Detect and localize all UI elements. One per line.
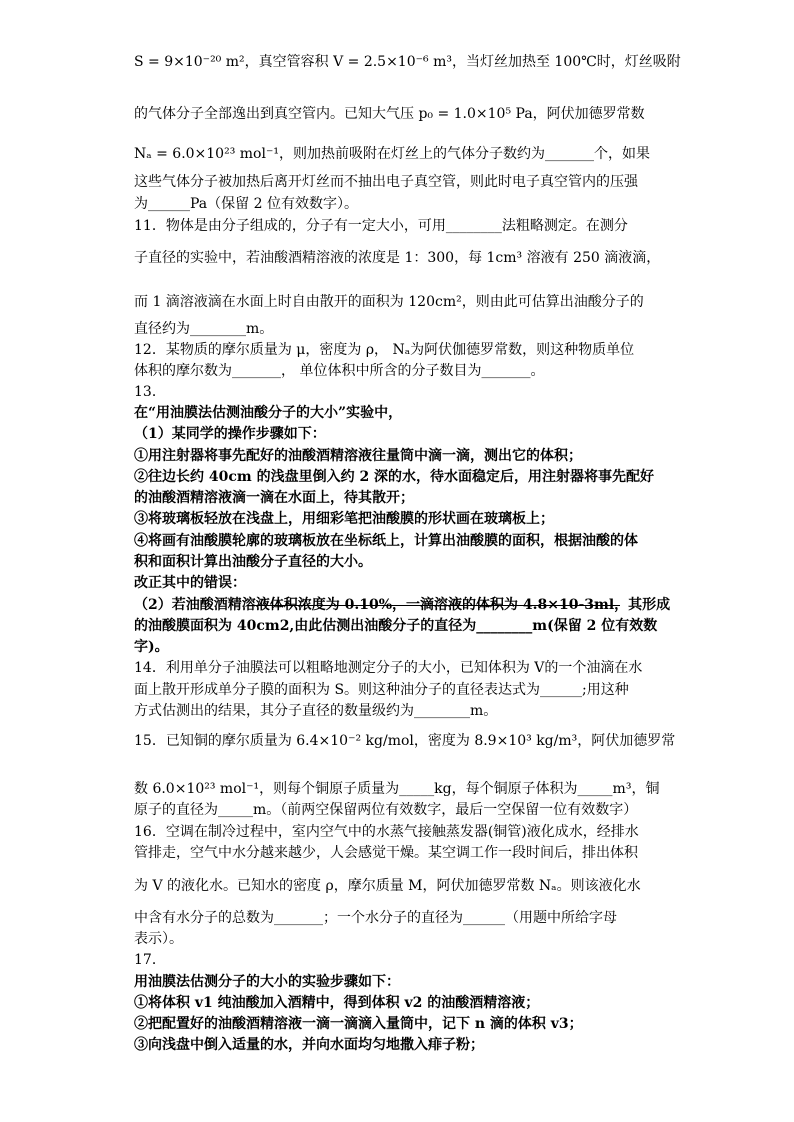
text-line: 的油酸酒精溶液滴一滴在水面上，待其散开； (134, 490, 414, 506)
text-line: 而 1 滴溶液滴在水面上时自由散开的面积为 120cm²，则由此可估算出油酸分子的 (134, 294, 644, 310)
text-line: （1）某同学的操作步骤如下： (134, 426, 326, 442)
text-line: 的油酸膜面积为 40cm2,由此估测出油酸分子的直径为________m(保留 2 位有效数 (134, 618, 658, 634)
text-line: 15．已知铜的摩尔质量为 6.4×10⁻² kg/mol，密度为 8.9×10³ kg/m³，阿伏加德罗常 (134, 733, 676, 749)
text-line: 直径约为________m。 (134, 321, 274, 337)
text-line: 13． (134, 384, 166, 400)
text-line: 在“用油膜法估测油酸分子的大小”实验中， (134, 405, 403, 421)
text-line: ④将画有油酸膜轮廓的玻璃板放在坐标纸上，计算出油酸膜的面积，根据油酸的体 (134, 533, 638, 549)
text-line: 体积的摩尔数为_______， 单位体积中所含的分子数目为_______。 (134, 363, 545, 379)
text-line: 16．空调在制冷过程中，室内空气中的水蒸气接触蒸发器(铜管)液化成水，经排水 (134, 824, 639, 840)
text-line: S = 9×10⁻²⁰ m²，真空管容积 V = 2.5×10⁻⁶ m³，当灯丝加热至 100℃时，灯丝吸附 (134, 54, 681, 70)
text-line: 原子的直径为_____m。（前两空保留两位有效数字，最后一空保留一位有效数字） (134, 802, 638, 818)
text-line: 为______Pa（保留 2 位有效数字）。 (134, 196, 358, 212)
text-line: 这些气体分子被加热后离开灯丝而不抽出电子真空管，则此时电子真空管内的压强 (134, 174, 638, 190)
text-line: 改正其中的错误： (134, 575, 246, 591)
text-line: 17． (134, 952, 166, 968)
text-line: ③将玻璃板轻放在浅盘上，用细彩笔把油酸膜的形状画在玻璃板上； (134, 511, 554, 527)
text-line: 的气体分子全部逸出到真空管内。已知大气压 p₀ = 1.0×10⁵ Pa，阿伏加德罗常数 (134, 106, 645, 122)
text-line: （2）若油酸酒精溶液体积浓度为 0.10%，一滴溶液的体积为 4.8×10-3ml，其形成 (134, 597, 671, 613)
text-line: 14．利用单分子油膜法可以粗略地测定分子的大小，已知体积为 V的一个油滴在水 (134, 660, 643, 676)
text-line: ②把配置好的油酸酒精溶液一滴一滴滴入量筒中，记下 n 滴的体积 v3； (134, 1016, 583, 1032)
text-line: 管排走，空气中水分越来越少，人会感觉干燥。某空调工作一段时间后，排出体积 (134, 845, 638, 861)
text-line: ②往边长约 40cm 的浅盘里倒入约 2 深的水，待水面稳定后，用注射器将事先配好 (134, 469, 655, 485)
text-line: ①将体积 v1 纯油酸加入酒精中，得到体积 v2 的油酸酒精溶液； (134, 995, 540, 1011)
text-line: 面上散开形成单分子膜的面积为 S。则这种油分子的直径表达式为______;用这种 (134, 682, 629, 698)
text-line: Nₐ = 6.0×10²³ mol⁻¹，则加热前吸附在灯丝上的气体分子数约为_______个，如果 (134, 146, 650, 162)
text-line: 用油膜法估测分子的大小的实验步骤如下： (134, 974, 400, 990)
text-line: 11．物体是由分子组成的，分子有一定大小，可用________法粗略测定。在测分 (134, 218, 628, 234)
text-line: 数 6.0×10²³ mol⁻¹，则每个铜原子质量为_____kg，每个铜原子体积为_____m³，铜 (134, 781, 660, 797)
text-line: 中含有水分子的总数为_______；一个水分子的直径为______（用题中所给字母 (134, 910, 617, 926)
text-line: 积和面积计算出油酸分子直径的大小。 (134, 554, 372, 570)
text-line: 子直径的实验中，若油酸酒精溶液的浓度是 1：300，每 1cm³ 溶液有 250 滴液滴， (134, 250, 661, 266)
text-line: ①用注射器将事先配好的油酸酒精溶液往量筒中滴一滴，测出它的体积； (134, 448, 582, 464)
text-line: 方式估测出的结果，其分子直径的数量级约为________m。 (134, 703, 498, 719)
text-line: 12．某物质的摩尔质量为 μ，密度为 ρ， Nₐ为阿伏伽德罗常数，则这种物质单位 (134, 342, 635, 358)
text-line: 为 V 的液化水。已知水的密度 ρ，摩尔质量 M，阿伏加德罗常数 Nₐ。则该液化水 (134, 878, 641, 894)
blank-underline (248, 591, 620, 606)
text-line: 表示）。 (134, 931, 183, 947)
text-line: ③向浅盘中倒入适量的水，并向水面均匀地撒入痱子粉； (134, 1037, 484, 1053)
text-line: 字)。 (134, 639, 169, 655)
